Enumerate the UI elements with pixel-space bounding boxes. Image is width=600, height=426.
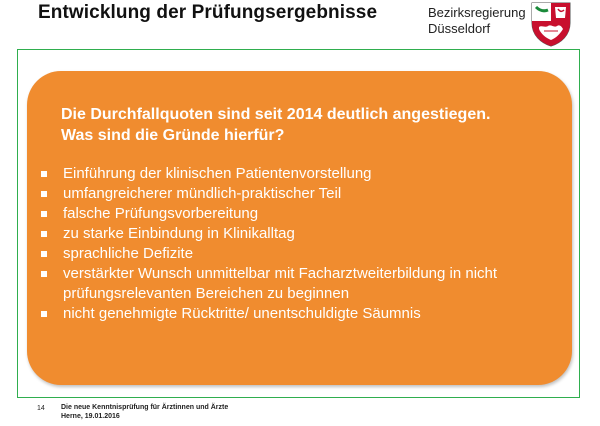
bullet-square-icon: [41, 271, 47, 277]
list-item: [41, 304, 561, 324]
list-item-text: Einführung der klinischen Patientenvorstellung: [63, 165, 372, 182]
bullet-square-icon: [41, 211, 47, 217]
bullet-square-icon: [41, 191, 47, 197]
page-number: 14: [37, 405, 45, 412]
list-item: [41, 184, 561, 204]
authority-line-2: Düsseldorf: [428, 21, 491, 36]
list-item: [41, 204, 561, 224]
list-item-text: sprachliche Defizite: [63, 245, 194, 262]
card-headline: [61, 104, 490, 146]
list-item-text: falsche Prüfungsvorbereitung: [63, 205, 259, 222]
list-item-text: umfangreicherer mündlich-praktischer Teil: [63, 185, 342, 202]
authority-line-1: Bezirksregierung: [428, 5, 526, 20]
list-item: [41, 264, 561, 304]
bullet-square-icon: [41, 231, 47, 237]
bullet-square-icon: [41, 171, 47, 177]
slide-title: Entwicklung der Prüfungsergebnisse: [38, 2, 378, 23]
nrw-coat-of-arms-icon: [529, 1, 573, 47]
list-item: [41, 244, 561, 264]
headline-line-2: Was sind die Gründe hierfür?: [61, 127, 285, 144]
headline-line-1: Die Durchfallquoten sind seit 2014 deutlich angestiegen.: [61, 106, 491, 123]
list-item: [41, 164, 561, 184]
list-item-text: nicht genehmigte Rücktritte/ unentschuldigte Säumnis: [63, 305, 421, 322]
bullet-square-icon: [41, 311, 47, 317]
bullet-square-icon: [41, 251, 47, 257]
footer-line-1: Die neue Kenntnisprüfung für Ärztinnen und Ärzte: [61, 404, 229, 411]
list-item: [41, 224, 561, 244]
footer-caption: [61, 403, 228, 421]
list-item-text: verstärkter Wunsch unmittelbar mit Facharztweiterbildung in nicht prüfungsrelevanten Bereichen zu beginnen: [63, 265, 498, 302]
reasons-list: [41, 164, 561, 324]
list-item-text: zu starke Einbindung in Klinikalltag: [63, 225, 295, 242]
authority-name: [428, 5, 526, 37]
footer-line-2: Herne, 19.01.2016: [61, 413, 120, 420]
